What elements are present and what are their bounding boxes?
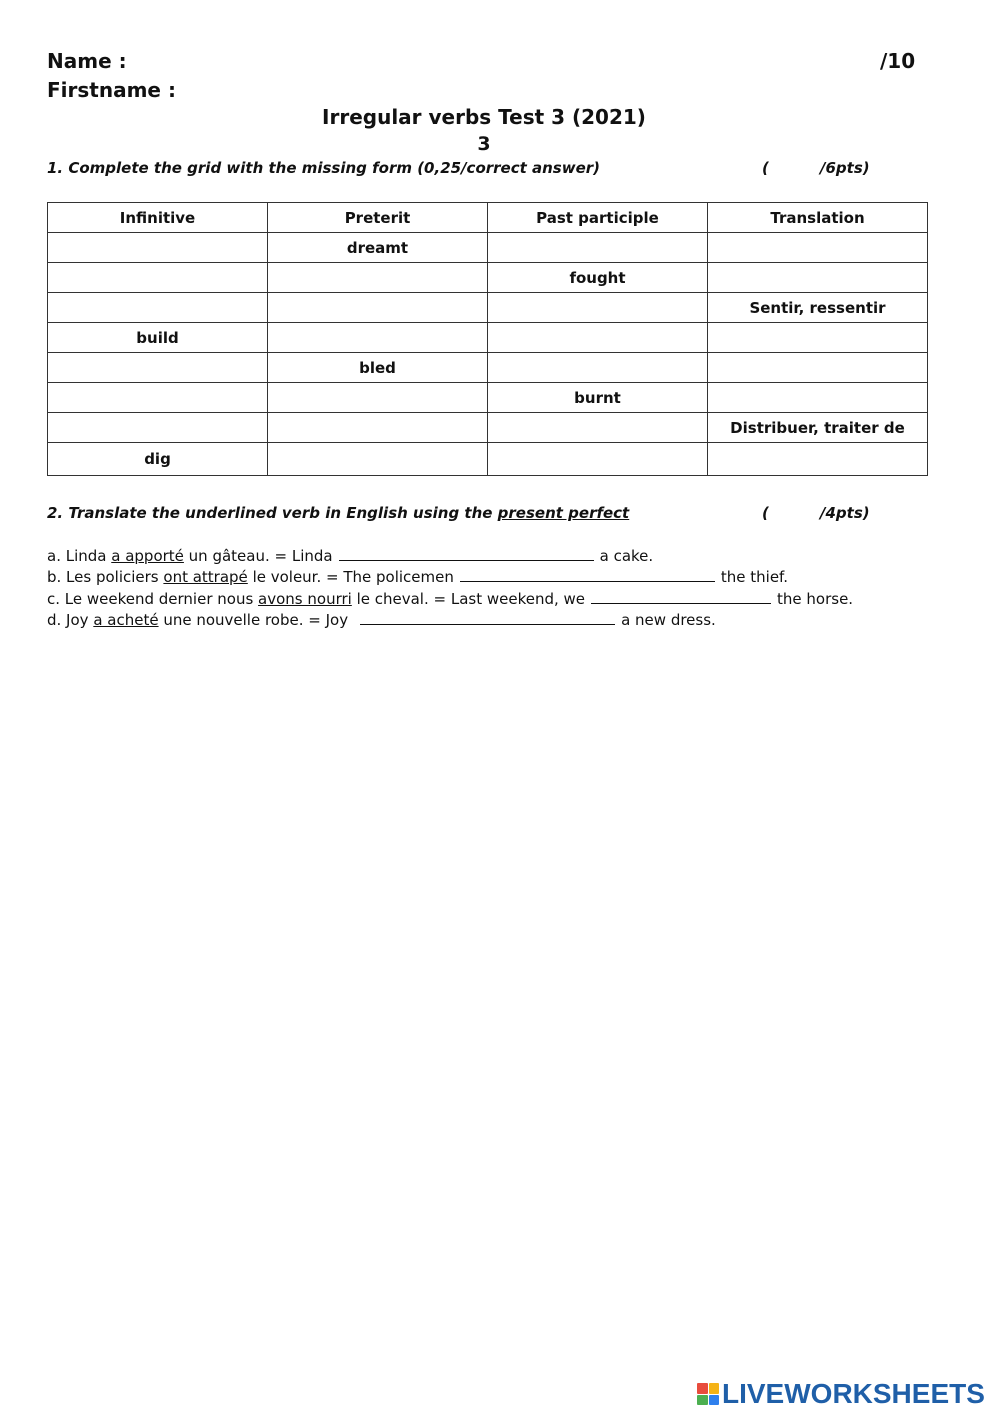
- sentence-middle: le voleur. = The policemen: [247, 568, 454, 586]
- section1-points-open: (: [762, 159, 769, 177]
- section1-points-value: /6pts): [820, 159, 870, 177]
- sentence-suffix: the thief.: [720, 568, 789, 586]
- sentence-prefix: b. Les policiers: [47, 568, 164, 586]
- section2-points-value: /4pts): [820, 504, 870, 522]
- grid-row: [48, 383, 928, 413]
- section2-points-open: (: [762, 504, 769, 522]
- grid-cell[interactable]: [708, 383, 928, 413]
- grid-header-preterit: Preterit: [268, 203, 488, 233]
- logo-text: LIVEWORKSHEETS: [722, 1378, 985, 1409]
- sentence-middle: un gâteau. = Linda: [183, 547, 333, 565]
- grid-cell[interactable]: [48, 383, 268, 413]
- grid-cell[interactable]: [488, 233, 708, 263]
- grid-row: [48, 413, 928, 443]
- grid-cell[interactable]: [708, 353, 928, 383]
- grid-cell[interactable]: [708, 233, 928, 263]
- name-label: Name :: [47, 49, 127, 73]
- sentence-b: [47, 568, 788, 586]
- grid-cell[interactable]: [268, 413, 488, 443]
- grid-header-row: [48, 203, 928, 233]
- grid-cell: burnt: [488, 383, 708, 413]
- grid-cell[interactable]: [268, 443, 488, 476]
- sentence-a: [47, 547, 653, 565]
- verb-grid: [47, 202, 928, 476]
- answer-blank[interactable]: [360, 612, 615, 625]
- section2-instruction-text: 2. Translate the underlined verb in English using the: [47, 504, 498, 522]
- score-total: /10: [880, 49, 916, 73]
- grid-row: [48, 323, 928, 353]
- sentence-d: [47, 611, 716, 629]
- grid-cell[interactable]: [268, 263, 488, 293]
- page-title: Irregular verbs Test 3 (2021): [322, 105, 646, 129]
- sentence-prefix: a. Linda: [47, 547, 112, 565]
- sentence-middle: une nouvelle robe. = Joy: [158, 611, 349, 629]
- grid-cell[interactable]: [708, 443, 928, 476]
- grid-cell[interactable]: [268, 293, 488, 323]
- sentence-suffix: the horse.: [777, 590, 854, 608]
- grid-row: [48, 293, 928, 323]
- firstname-label: Firstname :: [47, 78, 176, 102]
- grid-cell: dig: [48, 443, 268, 476]
- grid-row: [48, 233, 928, 263]
- grid-header-infinitive: Infinitive: [48, 203, 268, 233]
- grid-cell[interactable]: [708, 263, 928, 293]
- grid-cell: dreamt: [268, 233, 488, 263]
- section1-points: [762, 159, 870, 177]
- grid-row: [48, 263, 928, 293]
- grid-header-past-participle: Past participle: [488, 203, 708, 233]
- grid-cell[interactable]: [48, 293, 268, 323]
- liveworksheets-logo: [697, 1378, 985, 1410]
- grid-cell[interactable]: [48, 263, 268, 293]
- answer-blank[interactable]: [339, 548, 594, 561]
- grid-cell: build: [48, 323, 268, 353]
- section2-instruction-underlined: present perfect: [497, 504, 630, 522]
- sentence-underlined-verb: avons nourri: [258, 590, 352, 608]
- grid-cell: bled: [268, 353, 488, 383]
- sentence-prefix: c. Le weekend dernier nous: [47, 590, 259, 608]
- grid-row: [48, 353, 928, 383]
- sentence-underlined-verb: a apporté: [111, 547, 184, 565]
- sentence-prefix: d. Joy: [47, 611, 94, 629]
- answer-blank[interactable]: [460, 569, 715, 582]
- section1-instruction: 1. Complete the grid with the missing form (0,25/correct answer): [47, 159, 601, 177]
- grid-cell[interactable]: [488, 353, 708, 383]
- answer-blank[interactable]: [591, 591, 771, 604]
- grid-cell[interactable]: [488, 413, 708, 443]
- sentence-suffix: a new dress.: [621, 611, 716, 629]
- section2-points: [762, 504, 870, 522]
- grid-cell[interactable]: [708, 323, 928, 353]
- grid-cell[interactable]: [48, 233, 268, 263]
- sentence-underlined-verb: ont attrapé: [163, 568, 248, 586]
- grid-cell[interactable]: [48, 413, 268, 443]
- grid-cell[interactable]: [488, 443, 708, 476]
- grid-cell[interactable]: [488, 323, 708, 353]
- grid-cell: fought: [488, 263, 708, 293]
- page-subtitle: 3: [477, 133, 491, 155]
- sentence-c: [47, 590, 853, 608]
- sentence-underlined-verb: a acheté: [93, 611, 159, 629]
- grid-cell[interactable]: [48, 353, 268, 383]
- section2-instruction: [47, 504, 629, 522]
- liveworksheets-logo-icon: [697, 1383, 719, 1405]
- grid-header-translation: Translation: [708, 203, 928, 233]
- sentence-suffix: a cake.: [599, 547, 654, 565]
- grid-cell: Distribuer, traiter de: [708, 413, 928, 443]
- grid-cell[interactable]: [268, 323, 488, 353]
- sentence-middle: le cheval. = Last weekend, we: [351, 590, 586, 608]
- grid-cell[interactable]: [268, 383, 488, 413]
- grid-cell: Sentir, ressentir: [708, 293, 928, 323]
- grid-row: [48, 443, 928, 476]
- grid-cell[interactable]: [488, 293, 708, 323]
